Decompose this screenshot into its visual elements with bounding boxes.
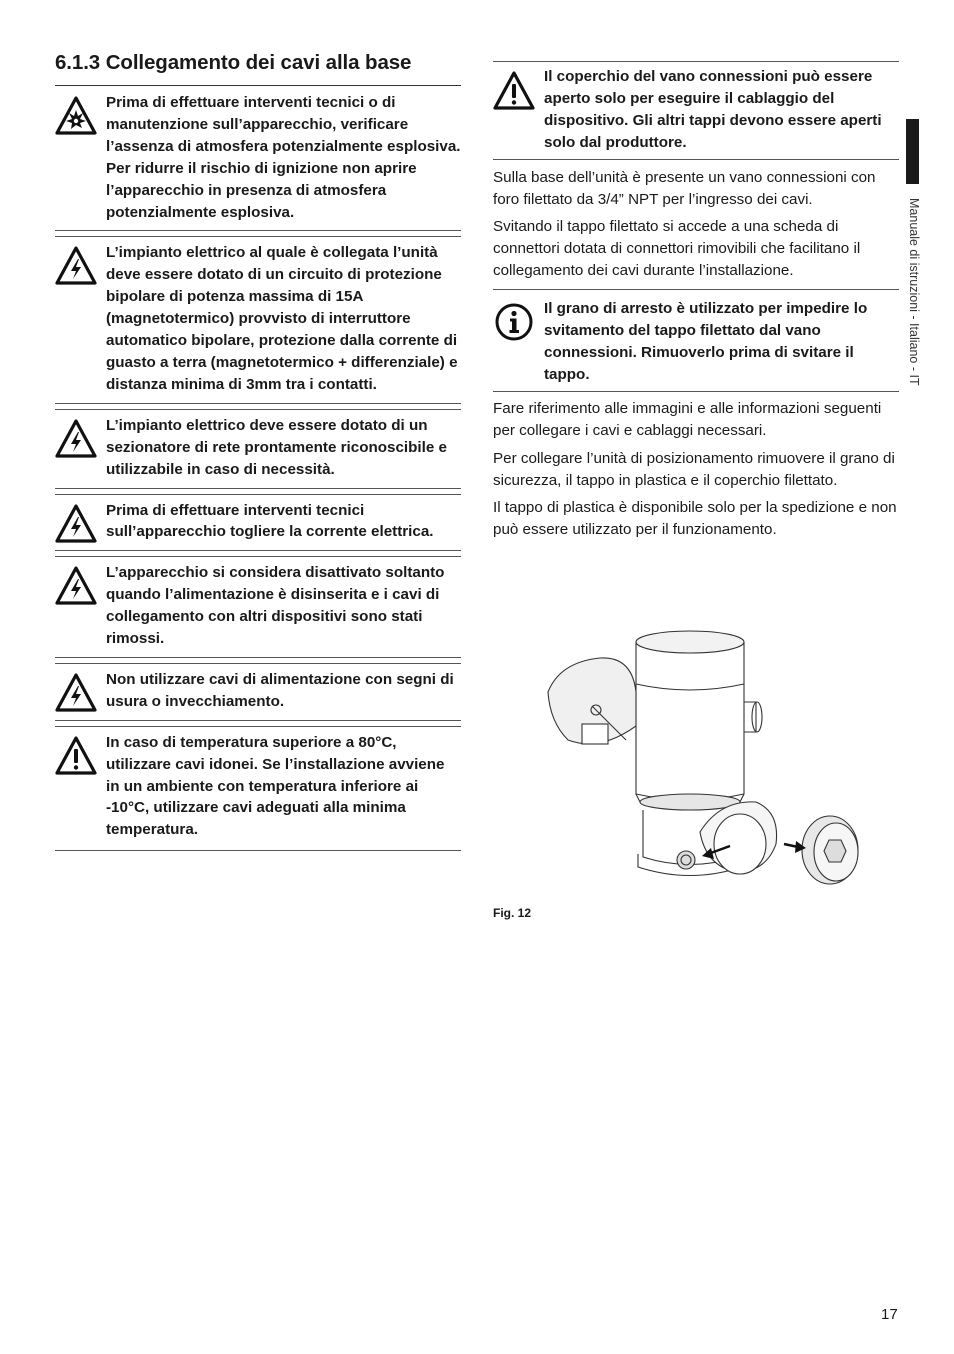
page-title: 6.1.3 Collegamento dei cavi alla base <box>55 51 412 74</box>
paragraph: Per collegare l’unità di posizionamento rimuovere il grano di sicurezza, il tappo in plastica e il coperchio filettato. <box>493 449 895 489</box>
divider <box>55 550 461 557</box>
figure-caption: Fig. 12 <box>493 906 532 920</box>
warning-text: In caso di temperatura superiore a 80°C, utilizzare cavi idonei. Se l’installazione avviene in un ambiente con temperatura inferiore ai -10°C, utilizzare cavi adeguati alla minima temperatura. <box>106 733 445 839</box>
warning-disconnector <box>55 415 461 481</box>
positioning-unit-illustration <box>540 622 870 892</box>
warning-text: Prima di effettuare interventi tecnici sull’apparecchio togliere la corrente elettrica. <box>106 501 434 541</box>
electric-hazard-icon <box>55 566 97 606</box>
warning-bipolar-protection <box>55 242 461 395</box>
divider <box>55 850 461 851</box>
electric-hazard-icon <box>55 419 97 459</box>
warning-temperature <box>55 732 461 842</box>
title-divider <box>55 85 461 86</box>
caution-icon <box>493 71 535 111</box>
warning-text: Non utilizzare cavi di alimentazione con segni di usura o invecchiamento. <box>106 670 454 710</box>
warning-deactivated <box>55 562 461 650</box>
caution-icon <box>55 736 97 776</box>
paragraph: Il tappo di plastica è disponibile solo per la spedizione e non può essere utilizzato per il funzionamento. <box>493 499 897 539</box>
divider <box>55 657 461 664</box>
info-box <box>493 289 899 392</box>
divider <box>55 720 461 727</box>
warning-text: L’apparecchio si considera disattivato soltanto quando l’alimentazione è disinserita e i cavi di collegamento con altri dispositivi sono stati rimossi. <box>106 564 445 648</box>
paragraph: Svitando il tappo filettato si accede a una scheda di connettori dotata di connettori rimovibili che facilitano il collegamento dei cavi durante l’installazione. <box>493 218 861 280</box>
left-column <box>55 92 461 851</box>
warning-text: L’impianto elettrico al quale è collegata l’unità deve essere dotato di un circuito di protezione bipolare di potenza massima di 15A (magnetotermico) provvisto di interruttore automatico bipolare, protezione dalla corrente di guasto a terra (magnetotermico + differenziale) e distanza minima di 3mm tra i contatti. <box>106 244 458 393</box>
divider <box>55 488 461 495</box>
electric-hazard-icon <box>55 246 97 286</box>
info-text: Il grano di arresto è utilizzato per impedire lo svitamento del tappo filettato dal vano connessioni. Rimuoverlo prima di svitare il tappo. <box>544 300 868 383</box>
warning-explosive-atmosphere <box>55 92 461 223</box>
caution-box <box>493 61 899 160</box>
electric-hazard-icon <box>55 504 97 544</box>
explosion-warning-icon <box>55 96 97 136</box>
side-running-header: Manuale di istruzioni - Italiano - IT <box>907 198 921 386</box>
caution-text: Il coperchio del vano connessioni può essere aperto solo per eseguire il cablaggio del dispositivo. Gli altri tappi devono essere aperti solo dal produttore. <box>544 68 882 151</box>
section-tab-marker <box>906 119 919 184</box>
warning-text: L’impianto elettrico deve essere dotato di un sezionatore di rete prontamente riconoscibile e utilizzabile in caso di necessità. <box>106 416 447 478</box>
electric-hazard-icon <box>55 673 97 713</box>
info-icon <box>493 302 535 342</box>
warning-worn-cables <box>55 669 461 713</box>
warning-remove-power <box>55 500 461 544</box>
right-column <box>493 61 899 547</box>
warning-text: Prima di effettuare interventi tecnici o di manutenzione sull’apparecchio, verificare l’assenza di atmosfera potenzialmente esplosiva. Per ridurre il rischio di ignizione non aprire l’apparecchio in presenza di atmosfera potenzialmente esplosiva. <box>106 94 461 221</box>
divider <box>55 230 461 237</box>
paragraph: Fare riferimento alle immagini e alle informazioni seguenti per collegare i cavi e cablaggi necessari. <box>493 399 882 439</box>
divider <box>55 403 461 410</box>
page-number: 17 <box>881 1306 898 1323</box>
paragraph: Sulla base dell’unità è presente un vano connessioni con foro filettato da 3/4” NPT per l’ingresso dei cavi. <box>493 168 876 208</box>
